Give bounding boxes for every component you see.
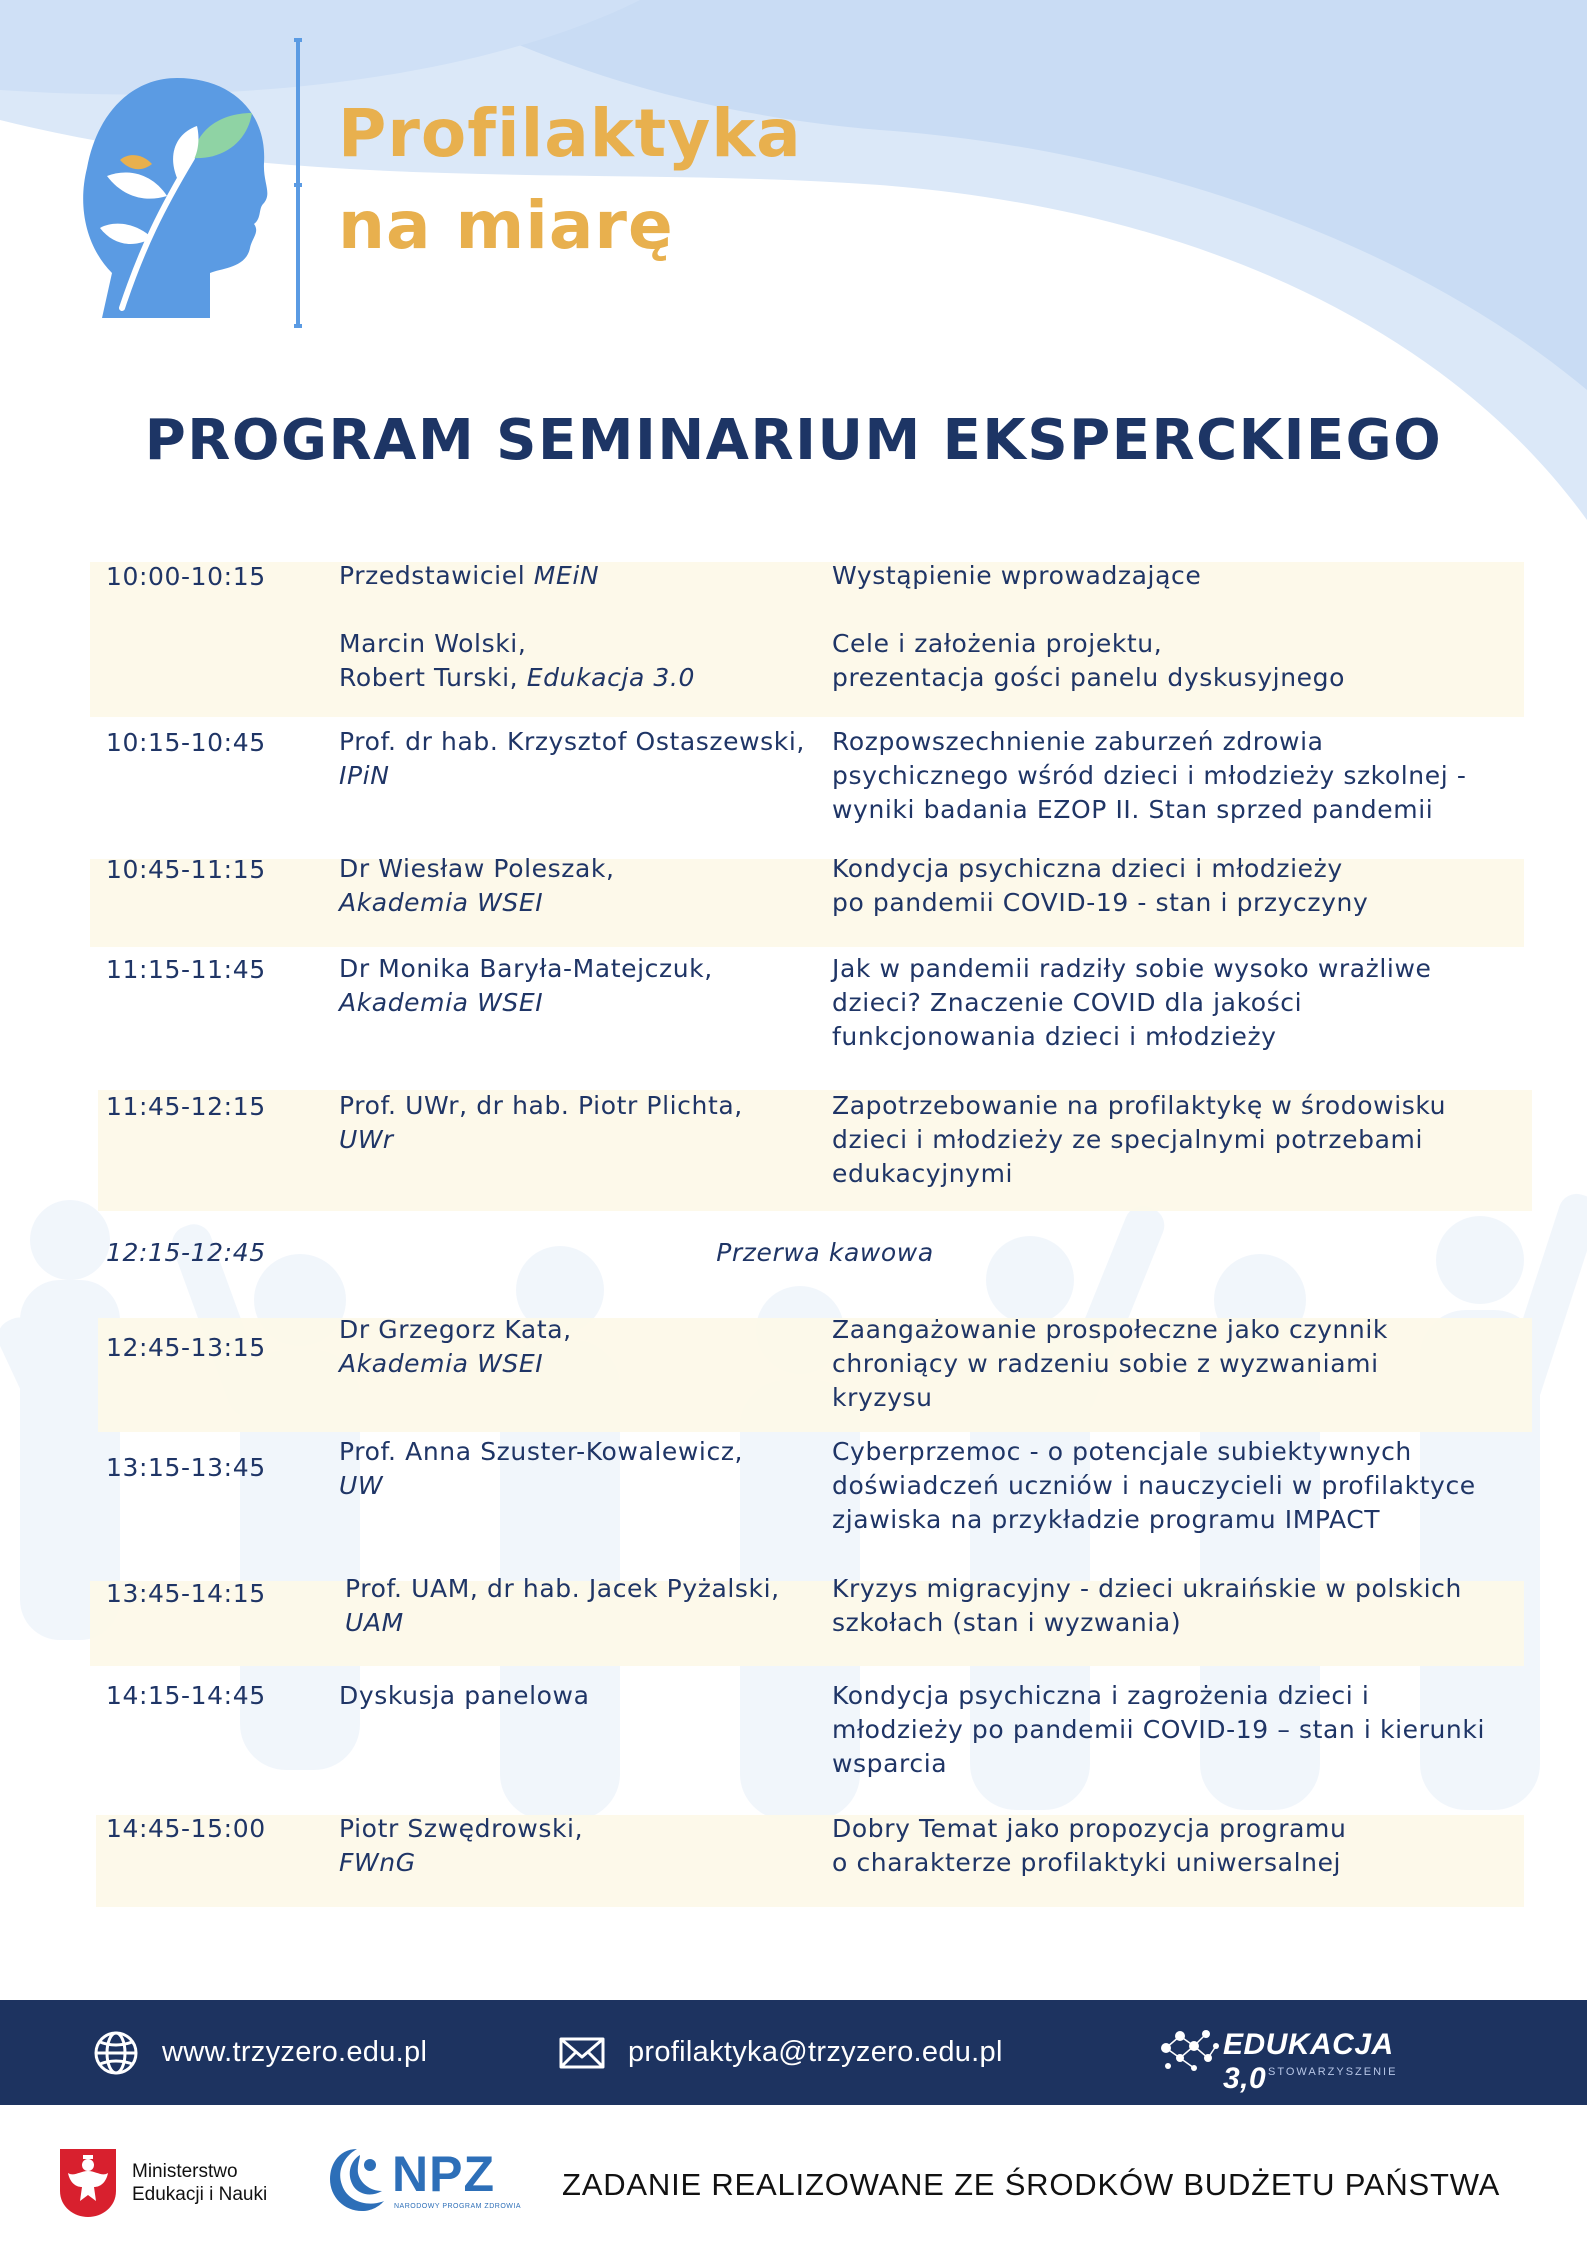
- speaker-line: [339, 559, 809, 593]
- affiliation: FWnG: [339, 1848, 416, 1877]
- ministry-logo: [58, 2147, 267, 2219]
- speaker-line: [339, 1435, 809, 1469]
- topic-cell: [832, 1435, 1552, 1537]
- speaker-cell: [339, 627, 809, 695]
- website-link[interactable]: [92, 2000, 427, 2105]
- topic-line: Wystąpienie wprowadzające: [832, 561, 1202, 590]
- speaker-line: [339, 1347, 809, 1381]
- time-cell: 11:15-11:45: [106, 955, 266, 984]
- speaker-line: [345, 1606, 815, 1640]
- speaker-cell: [345, 1572, 815, 1640]
- ministry-name: [132, 2160, 267, 2206]
- footer-bar: [0, 2000, 1587, 2105]
- page-title: PROGRAM SEMINARIUM EKSPERCKIEGO: [144, 408, 1443, 473]
- speaker-line: [339, 1846, 809, 1880]
- time-cell: 12:15-12:45: [106, 1238, 266, 1267]
- time-cell: 14:15-14:45: [106, 1681, 266, 1710]
- speaker-line: [339, 1679, 809, 1713]
- topic-line: Dobry Temat jako propozycja programu: [832, 1814, 1347, 1843]
- speaker-name: Marcin Wolski,: [339, 629, 527, 658]
- speaker-line: [339, 1812, 809, 1846]
- speaker-name: Dr Monika Baryła-Matejczuk,: [339, 954, 713, 983]
- time-cell: 13:45-14:15: [106, 1579, 266, 1608]
- topic-line: prezentacja gości panelu dyskusyjnego: [832, 663, 1345, 692]
- topic-cell: [832, 627, 1552, 695]
- topic-line: wsparcia: [832, 1749, 948, 1778]
- topic-cell: [832, 725, 1552, 827]
- topic-line: po pandemii COVID-19 - stan i przyczyny: [832, 888, 1369, 917]
- npz-subtitle: NARODOWY PROGRAM ZDROWIA: [394, 2203, 521, 2210]
- time-cell: 10:00-10:15: [106, 562, 266, 591]
- topic-cell: [832, 1089, 1552, 1191]
- topic-line: kryzysu: [832, 1383, 933, 1412]
- topic-line: młodzieży po pandemii COVID-19 – stan i kierunki: [832, 1715, 1485, 1744]
- speaker-cell: [339, 725, 809, 793]
- envelope-icon: [558, 2029, 606, 2077]
- topic-line: szkołach (stan i wyzwania): [832, 1608, 1182, 1637]
- speaker-name: Przedstawiciel: [339, 561, 534, 590]
- edukacja-subtitle: STOWARZYSZENIE: [1268, 2066, 1398, 2078]
- topic-line: Kondycja psychiczna dzieci i młodzieży: [832, 854, 1343, 883]
- topic-line: Cyberprzemoc - o potencjale subiektywnych: [832, 1437, 1412, 1466]
- affiliation: Edukacja 3.0: [526, 663, 695, 692]
- topic-line: wyniki badania EZOP II. Stan sprzed pandemii: [832, 795, 1434, 824]
- speaker-line: [345, 1572, 815, 1606]
- speaker-name: Prof. Anna Szuster-Kowalewicz,: [339, 1437, 744, 1466]
- topic-line: psychicznego wśród dzieci i młodzieży szkolnej -: [832, 761, 1467, 790]
- edukacja-logo: [1158, 2022, 1428, 2095]
- speaker-line: [339, 759, 809, 793]
- time-cell: 10:15-10:45: [106, 728, 266, 757]
- speaker-line: [339, 661, 809, 695]
- break-label: Przerwa kawowa: [716, 1238, 934, 1267]
- speaker-cell: [339, 1089, 809, 1157]
- affiliation: UWr: [339, 1125, 394, 1154]
- affiliation: Akademia WSEI: [339, 1349, 544, 1378]
- speaker-line: [339, 952, 809, 986]
- npz-swirl-icon: [326, 2145, 388, 2215]
- time-cell: 13:15-13:45: [106, 1453, 266, 1482]
- speaker-name: Prof. UAM, dr hab. Jacek Pyżalski,: [345, 1574, 780, 1603]
- speaker-line: [339, 986, 809, 1020]
- white-eagle-emblem-icon: [58, 2147, 118, 2219]
- ministry-name-line2: Edukacji i Nauki: [132, 2184, 268, 2205]
- topic-line: o charakterze profilaktyki uniwersalnej: [832, 1848, 1342, 1877]
- project-name-line2: na miarę: [338, 187, 674, 264]
- topic-line: funkcjonowania dzieci i młodzieży: [832, 1022, 1277, 1051]
- topic-line: Jak w pandemii radziły sobie wysoko wrażliwe: [832, 954, 1432, 983]
- topic-line: zjawiska na przykładzie programu IMPACT: [832, 1505, 1381, 1534]
- topic-cell: [832, 559, 1552, 593]
- speaker-line: [339, 1313, 809, 1347]
- speaker-cell: [339, 559, 809, 593]
- speaker-line: [339, 886, 809, 920]
- speaker-name: Piotr Szwędrowski,: [339, 1814, 584, 1843]
- project-name-line1: Profilaktyka: [338, 95, 802, 172]
- topic-cell: [832, 952, 1552, 1054]
- sponsors-strip: [0, 2105, 1587, 2245]
- speaker-name: Dyskusja panelowa: [339, 1681, 590, 1710]
- speaker-name: Robert Turski,: [339, 663, 527, 692]
- speaker-name: Dr Grzegorz Kata,: [339, 1315, 572, 1344]
- topic-line: Zaangażowanie prospołeczne jako czynnik: [832, 1315, 1388, 1344]
- speaker-cell: [339, 1812, 809, 1880]
- email-link[interactable]: [558, 2000, 1003, 2105]
- time-cell: 10:45-11:15: [106, 855, 266, 884]
- edukacja-name: EDUKACJA 3,0: [1223, 2028, 1393, 2095]
- speaker-line: [339, 725, 809, 759]
- speaker-cell: [339, 852, 809, 920]
- topic-line: Kondycja psychiczna i zagrożenia dzieci i: [832, 1681, 1370, 1710]
- speaker-line: [339, 627, 809, 661]
- topic-cell: [832, 1572, 1552, 1640]
- speaker-name: Dr Wiesław Poleszak,: [339, 854, 615, 883]
- topic-line: edukacyjnymi: [832, 1159, 1014, 1188]
- website-text: www.trzyzero.edu.pl: [162, 2036, 428, 2068]
- topic-line: Cele i założenia projektu,: [832, 629, 1163, 658]
- topic-cell: [832, 1812, 1552, 1880]
- topic-line: doświadczeń uczniów i nauczycieli w profilaktyce: [832, 1471, 1476, 1500]
- ministry-name-line1: Ministerstwo: [132, 2161, 238, 2182]
- affiliation: UW: [339, 1471, 384, 1500]
- speaker-name: Prof. dr hab. Krzysztof Ostaszewski,: [339, 727, 805, 756]
- speaker-name: Prof. UWr, dr hab. Piotr Plichta,: [339, 1091, 743, 1120]
- topic-cell: [832, 852, 1552, 920]
- npz-name: NPZ: [392, 2146, 495, 2202]
- topic-line: chroniący w radzeniu sobie z wyzwaniami: [832, 1349, 1379, 1378]
- speaker-cell: [339, 1679, 809, 1713]
- speaker-cell: [339, 1435, 809, 1503]
- time-cell: 14:45-15:00: [106, 1814, 266, 1843]
- topic-line: dzieci i młodzieży ze specjalnymi potrzebami: [832, 1125, 1423, 1154]
- time-cell: 12:45-13:15: [106, 1333, 266, 1362]
- affiliation: Akademia WSEI: [339, 988, 544, 1017]
- affiliation: MEiN: [533, 561, 600, 590]
- npz-logo: [326, 2145, 521, 2219]
- topic-cell: [832, 1313, 1552, 1415]
- speaker-cell: [339, 952, 809, 1020]
- email-text: profilaktyka@trzyzero.edu.pl: [628, 2036, 1003, 2068]
- speaker-line: [339, 1123, 809, 1157]
- speaker-cell: [339, 1313, 809, 1381]
- speaker-line: [339, 1469, 809, 1503]
- time-cell: 11:45-12:15: [106, 1092, 266, 1121]
- affiliation: UAM: [345, 1608, 404, 1637]
- affiliation: Akademia WSEI: [339, 888, 544, 917]
- affiliation: IPiN: [339, 761, 390, 790]
- topic-line: dzieci? Znaczenie COVID dla jakości: [832, 988, 1303, 1017]
- topic-line: Rozpowszechnienie zaburzeń zdrowia: [832, 727, 1324, 756]
- topic-line: Kryzys migracyjny - dzieci ukraińskie w polskich: [832, 1574, 1462, 1603]
- globe-icon: [92, 2029, 140, 2077]
- speaker-line: [339, 1089, 809, 1123]
- topic-line: Zapotrzebowanie na profilaktykę w środowisku: [832, 1091, 1447, 1120]
- network-dots-icon: [1158, 2026, 1220, 2076]
- speaker-line: [339, 852, 809, 886]
- topic-cell: [832, 1679, 1552, 1781]
- funding-note: ZADANIE REALIZOWANE ZE ŚRODKÓW BUDŻETU PAŃSTWA: [562, 2167, 1501, 2202]
